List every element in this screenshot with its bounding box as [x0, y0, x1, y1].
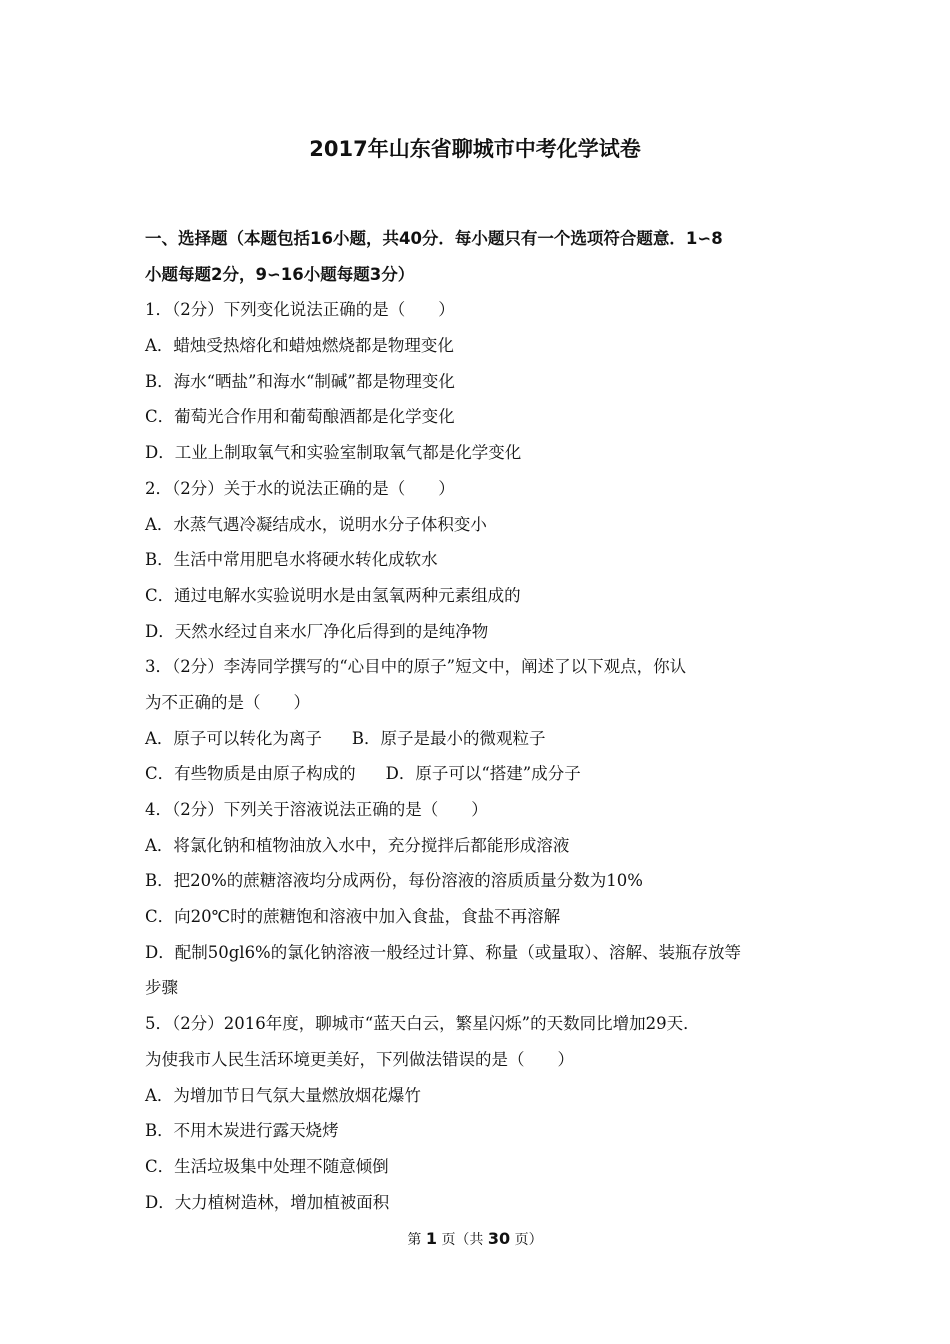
question-3-stem-line-2: 为不正确的是（ ） [145, 692, 310, 712]
question-5-stem-line-1: 5．（2分）2016年度，聊城市“蓝天白云，繁星闪烁”的天数同比增加29天． [145, 1014, 700, 1034]
question-5-option-c: C．生活垃圾集中处理不随意倾倒 [145, 1156, 389, 1176]
question-4-option-c: C．向20℃时的蔗糖饱和溶液中加入食盐，食盐不再溶解 [145, 907, 561, 927]
question-3-option-d: D．原子可以“搭建”成分子 [385, 764, 581, 784]
page-title: 2017年山东省聊城市中考化学试卷 [309, 137, 641, 161]
question-3-options-cd [145, 756, 825, 792]
question-1-option-c: C．葡萄光合作用和葡萄酿酒都是化学变化 [145, 407, 455, 427]
page-content [145, 221, 825, 1220]
question-3-option-a: A．原子可以转化为离子 [145, 728, 322, 748]
question-2-option-d: D．天然水经过自来水厂净化后得到的是纯净物 [145, 621, 489, 641]
question-1-stem: 1．（2分）下列变化说法正确的是（ ） [145, 300, 455, 320]
question-2-option-b: B．生活中常用肥皂水将硬水转化成软水 [145, 550, 438, 570]
question-3-stem-line-1: 3．（2分）李涛同学撰写的“心目中的原子”短文中，阐述了以下观点，你认 [145, 657, 687, 677]
question-2-option-a: A．水蒸气遇冷凝结成水，说明水分子体积变小 [145, 514, 487, 534]
question-3-option-c: C．有些物质是由原子构成的 [145, 764, 356, 784]
footer-middle: 页（共 [441, 1232, 484, 1248]
page-footer [0, 1228, 950, 1251]
footer-current-page: 1 [425, 1229, 437, 1248]
footer-suffix: 页） [514, 1232, 543, 1248]
question-4-option-a: A．将氯化钠和植物油放入水中，充分搅拌后都能形成溶液 [145, 835, 570, 855]
section-heading-line-2: 小题每题2分，9∽16小题每题3分） [145, 264, 415, 284]
question-2-option-c: C．通过电解水实验说明水是由氢氧两种元素组成的 [145, 585, 521, 605]
question-4-option-d-line-2: 步骤 [145, 978, 178, 998]
question-4-option-d-line-1: D．配制50gl6%的氯化钠溶液一般经过计算、称量（或量取）、溶解、装瓶存放等 [145, 942, 741, 962]
section-heading-line-1: 一、选择题（本题包括16小题，共40分．每小题只有一个选项符合题意．1∽8 [145, 229, 723, 248]
footer-prefix: 第 [407, 1232, 422, 1248]
question-1-option-a: A．蜡烛受热熔化和蜡烛燃烧都是物理变化 [145, 336, 454, 356]
question-5-option-a: A．为增加节日气氛大量燃放烟花爆竹 [145, 1085, 421, 1105]
question-1-option-b: B．海水“晒盐”和海水“制碱”都是物理变化 [145, 371, 455, 391]
question-3-option-b: B．原子是最小的微观粒子 [351, 728, 546, 748]
question-5-option-b: B．不用木炭进行露天烧烤 [145, 1121, 339, 1141]
question-3-options-ab [145, 721, 825, 757]
question-4-option-b: B．把20%的蔗糖溶液均分成两份，每份溶液的溶质质量分数为10% [145, 871, 643, 891]
question-5-option-d: D．大力植树造林，增加植被面积 [145, 1192, 390, 1212]
question-1-option-d: D．工业上制取氧气和实验室制取氧气都是化学变化 [145, 443, 522, 463]
question-2-stem: 2．（2分）关于水的说法正确的是（ ） [145, 478, 455, 498]
footer-total-pages: 30 [487, 1229, 511, 1248]
question-5-stem-line-2: 为使我市人民生活环境更美好，下列做法错误的是（ ） [145, 1049, 574, 1069]
question-4-stem: 4．（2分）下列关于溶液说法正确的是（ ） [145, 800, 488, 819]
